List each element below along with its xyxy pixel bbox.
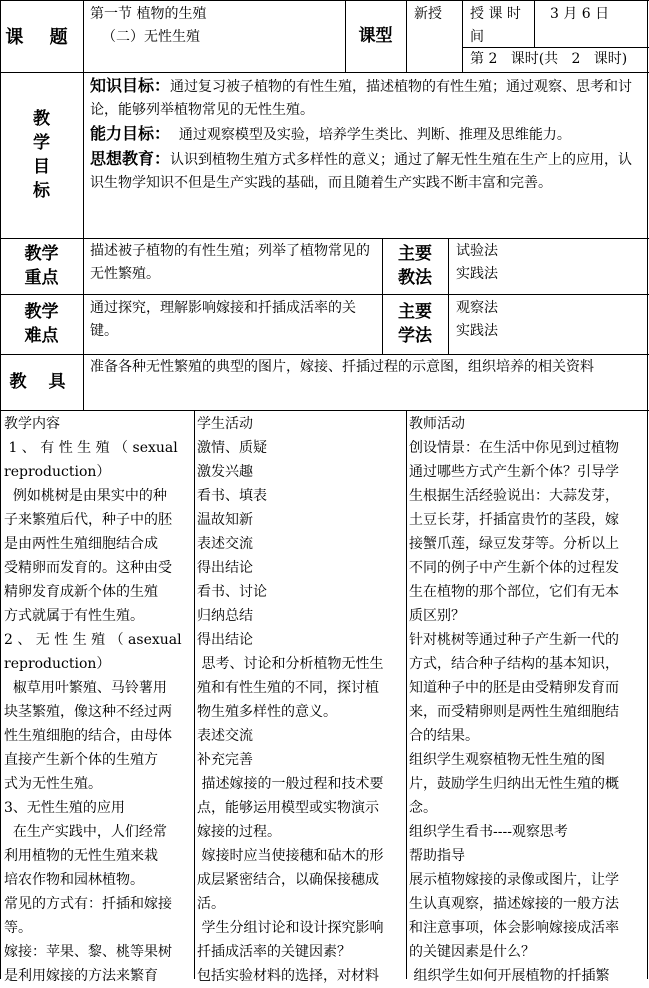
content-line: 例如桃树是由果实中的种 [4,488,167,504]
content-line: 是由两性生殖细胞结合成 [4,536,158,552]
content-line: 子来繁殖后代，种子中的胚 [4,512,172,528]
teacher-activity-line: 和注意事项，体会影响嫁接成活率 [409,920,619,936]
content-line: 嫁接：苹果、黎、桃等果树 [4,944,172,960]
student-activity-line: 温故知新 [197,512,253,528]
type-value: 新授 [414,6,442,22]
teacher-activity-line: 组织学生观察植物无性生殖的图 [409,752,605,768]
tools-label: 教 具 [9,372,74,392]
content-line: 2 、 无 性 生 殖 （ asexual [4,632,182,648]
topic-label: 课 题 [5,27,78,48]
content-line: 1 、 有 性 生 殖 （ sexual [4,440,178,456]
content-line: 受精卵而发育的。这种由受 [4,560,172,576]
content-line: 直接产生新个体的生殖方 [4,752,158,768]
student-activity-line: 归纳总结 [197,608,253,624]
student-activity-line: 殖和有性生殖的不同，探讨植 [197,680,379,696]
student-activity-line: 学生分组讨论和设计探究影响 [197,920,384,936]
learning-method-item: 实践法 [456,323,498,339]
key-points-text: 描述被子植物的有性生殖；列举了植物常见的无性繁殖。 [90,243,370,282]
column-header: 学生活动 [197,416,253,432]
student-column [197,412,405,988]
teacher-activity-line: 生根据生活经验说出：大蒜发芽， [409,488,619,504]
content-line: 是利用嫁接的方法来繁育 [4,968,158,984]
teacher-activity-line: 来，而受精卵则是两性生殖细胞结 [409,704,619,720]
student-activity-line: 表述交流 [197,536,253,552]
student-activity-line: 激情、质疑 [197,440,267,456]
type-label: 课型 [358,26,393,46]
objectives-label: 教 学 目 标 [33,109,50,201]
student-activity-line: 补充完善 [197,752,253,768]
teacher-activity-line: 通过哪些方式产生新个体？引导学 [409,464,619,480]
student-activity-line: 成层紧密结合，以确保接穗成 [197,872,379,888]
content-column [4,412,192,988]
teacher-activity-line: 土豆长芽，扦插富贵竹的茎段，嫁 [409,512,619,528]
lesson-date: 3 月 6 日 [550,6,610,22]
content-line: 利用植物的无性生殖来栽 [4,848,158,864]
learning-methods [456,297,498,343]
student-activity-line: 嫁接时应当使接穗和砧木的形 [197,848,384,864]
content-line: reproduction） [4,656,111,672]
objectives-content [90,74,642,195]
teacher-activity-line: 组织学生看书----观察思考 [409,824,568,840]
student-activity-line: 表述交流 [197,728,253,744]
difficulties-text: 通过探究，理解影响嫁接和扦插成活率的关键。 [90,300,356,339]
lesson-period: 第 2 课时(共 2 课时) [470,51,628,67]
content-line: 精卵发育成新个体的生殖 [4,584,158,600]
content-line: 3、无性生殖的应用 [4,800,125,816]
content-line: 方式就属于有性生殖。 [4,608,144,624]
column-header: 教师活动 [409,416,465,432]
student-activity-line: 活。 [197,896,225,912]
content-line: 常见的方式有：扦插和嫁接 [4,896,172,912]
teaching-methods [456,240,498,286]
content-line: 性生殖细胞的结合，由母体 [4,728,172,744]
teacher-column [409,412,645,988]
student-activity-line: 扦插成活率的关键因素？ [197,944,351,960]
moral-objective: 思想教育：认识到植物生殖方式多样性的意义；通过了解无性生殖在生产上的应用，认识生物学知识不但是生产实践的基础，而且随着生产实践不断丰富和完善。 [90,149,633,191]
time-label: 授 课 时 间 [470,6,521,45]
key-points-label: 教学 重点 [24,244,59,288]
knowledge-objective: 知识目标：通过复习被子植物的有性生殖，描述植物的有性生殖；通过观察、思考和讨论，能够列举植物常见的无性生殖。 [90,76,633,118]
learning-method-item: 观察法 [456,300,498,316]
ability-objective: 能力目标： 通过观察模型及实验，培养学生类比、判断、推理及思维能力。 [90,124,571,143]
student-activity-line: 得出结论 [197,632,253,648]
student-activity-line: 包括实验材料的选择，对材料 [197,968,379,984]
teacher-activity-line: 片，鼓励学生归纳出无性生殖的概 [409,776,619,792]
teacher-activity-line: 的关键因素是什么？ [409,944,535,960]
student-activity-line: 嫁接的过程。 [197,824,281,840]
teaching-method-item: 试验法 [456,243,498,259]
teaching-method-item: 实践法 [456,266,498,282]
teaching-method-label: 主要 教法 [398,244,432,288]
student-activity-line: 看书、讨论 [197,584,267,600]
content-line: 块茎繁殖，像这种不经过两 [4,704,172,720]
teacher-activity-line: 组织学生如何开展植物的扦插繁 [409,968,610,984]
difficulties-label: 教学 难点 [24,302,59,346]
teacher-activity-line: 质区别？ [409,608,465,624]
teacher-activity-line: 方式，结合种子结构的基本知识， [409,656,619,672]
teacher-activity-line: 合的结果。 [409,728,479,744]
teacher-activity-line: 生认真观察，描述嫁接的一般方法 [409,896,619,912]
content-line: 椒草用叶繁殖、马铃薯用 [4,680,167,696]
content-line: 在生产实践中，人们经常 [4,824,167,840]
content-line: 培农作物和园林植物。 [4,872,144,888]
teacher-activity-line: 不同的例子中产生新个体的过程发 [409,560,619,576]
tools-text: 准备各种无性繁殖的典型的图片，嫁接、扦插过程的示意图，组织培养的相关资料 [90,359,594,375]
student-activity-line: 思考、讨论和分析植物无性生 [197,656,384,672]
teacher-activity-line: 接蟹爪莲，绿豆发芽等。分析以上 [409,536,619,552]
content-line: reproduction） [4,464,111,480]
content-line: 等。 [4,920,32,936]
student-activity-line: 物生殖多样性的意义。 [197,704,337,720]
student-activity-line: 点，能够运用模型或实物演示 [197,800,379,816]
learning-method-label: 主要 学法 [398,302,432,346]
student-activity-line: 描述嫁接的一般过程和技术要 [197,776,384,792]
column-header: 教学内容 [4,416,60,432]
teacher-activity-line: 展示植物嫁接的录像或图片，让学 [409,872,619,888]
teacher-activity-line: 创设情景：在生活中你见到过植物 [409,440,619,456]
student-activity-line: 得出结论 [197,560,253,576]
teacher-activity-line: 知道种子中的胚是由受精卵发育而 [409,680,619,696]
topic-value: 第一节 植物的生殖 （二）无性生殖 [90,6,207,45]
teacher-activity-line: 念。 [409,800,437,816]
content-line: 式为无性生殖。 [4,776,102,792]
student-activity-line: 看书、填表 [197,488,267,504]
student-activity-line: 激发兴趣 [197,464,253,480]
teacher-activity-line: 生在植物的那个部位，它们有无本 [409,584,619,600]
teacher-activity-line: 针对桃树等通过种子产生新一代的 [409,632,619,648]
teacher-activity-line: 帮助指导 [409,848,465,864]
